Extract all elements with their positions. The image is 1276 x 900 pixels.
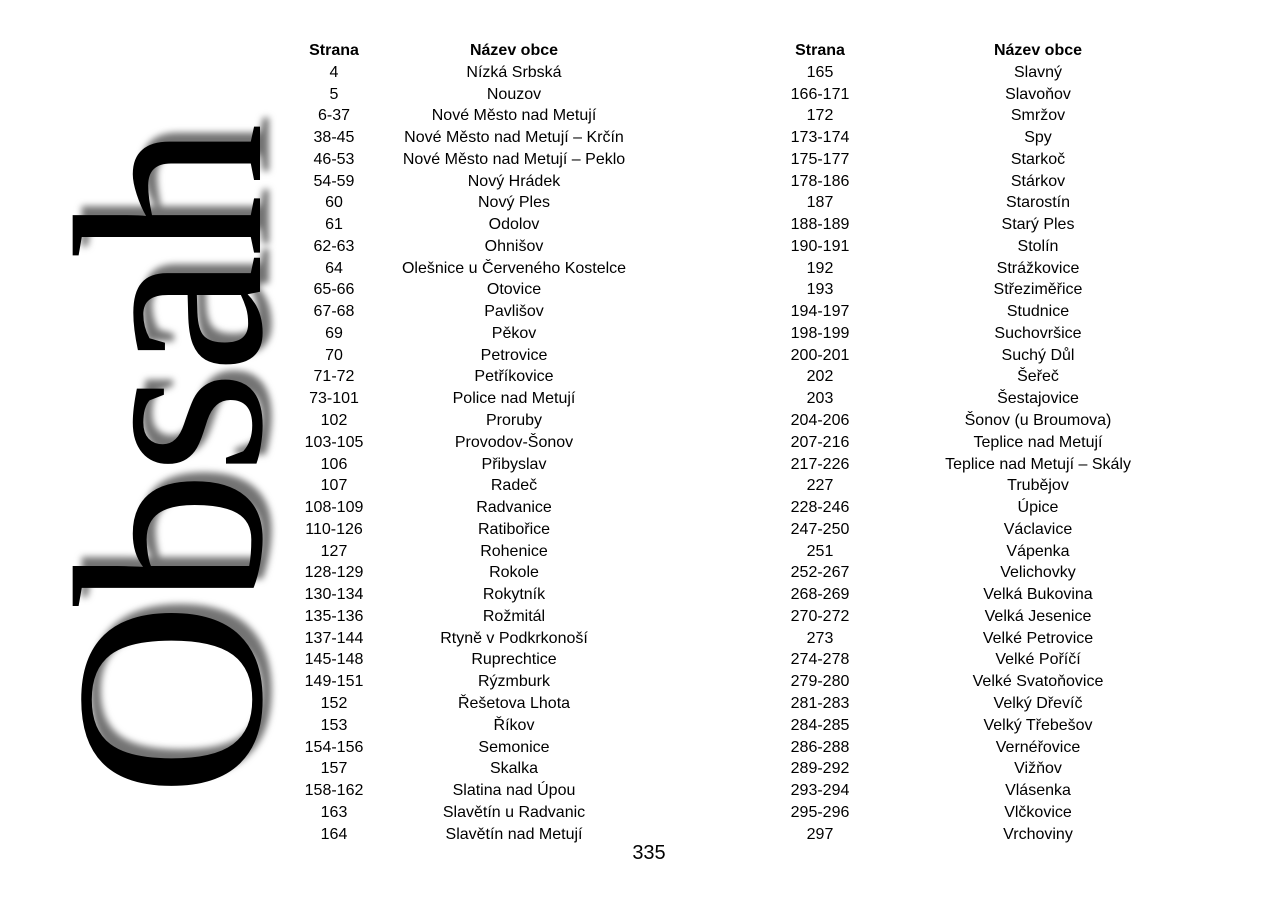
table-row xyxy=(760,824,1196,846)
page-range: 64 xyxy=(325,259,343,277)
page-range: 284-285 xyxy=(790,716,850,734)
municipality-name: Ohnišov xyxy=(484,237,544,255)
table-row xyxy=(285,388,645,410)
table-row xyxy=(760,301,1196,323)
table-row xyxy=(285,149,645,171)
municipality-name: Radeč xyxy=(490,477,538,495)
page-range: 69 xyxy=(325,324,343,342)
page-range: 175-177 xyxy=(790,150,850,168)
table-row xyxy=(285,497,645,519)
page-range: 227 xyxy=(806,477,834,495)
municipality-name: Slavoňov xyxy=(1005,85,1071,103)
table-row xyxy=(285,475,645,497)
municipality-name: Provodov-Šonov xyxy=(454,433,574,451)
page-range: 192 xyxy=(806,259,834,277)
page-range: 198-199 xyxy=(790,324,850,342)
table-row xyxy=(760,149,1196,171)
municipality-name: Vižňov xyxy=(1014,760,1062,778)
page-range: 127 xyxy=(320,542,348,560)
page-range: 281-283 xyxy=(790,694,850,712)
page-range: 154-156 xyxy=(304,738,364,756)
table-header-row xyxy=(760,40,1196,62)
index-column-right xyxy=(760,40,1196,845)
page-range: 228-246 xyxy=(790,499,850,517)
municipality-name: Vlčkovice xyxy=(1004,803,1072,821)
header-page: Strana xyxy=(795,42,845,59)
page-range: 172 xyxy=(806,107,834,125)
municipality-name: Říkov xyxy=(493,716,535,734)
municipality-name: Slavětín nad Metují xyxy=(445,825,583,843)
table-row xyxy=(760,475,1196,497)
page-range: 135-136 xyxy=(304,607,364,625)
table-body-left xyxy=(285,62,645,846)
header-name: Název obce xyxy=(993,42,1083,59)
table-row xyxy=(285,454,645,476)
table-row xyxy=(285,671,645,693)
municipality-name: Šonov (u Broumova) xyxy=(964,412,1112,430)
page-range: 279-280 xyxy=(790,673,850,691)
table-row xyxy=(285,780,645,802)
table-row xyxy=(760,584,1196,606)
municipality-name: Velký Třebešov xyxy=(983,716,1093,734)
municipality-name: Slavný xyxy=(1013,63,1063,81)
page-range: 54-59 xyxy=(313,172,355,190)
page-range: 274-278 xyxy=(790,651,850,669)
table-row xyxy=(285,693,645,715)
page-range: 251 xyxy=(806,542,834,560)
page-range: 130-134 xyxy=(304,586,364,604)
municipality-name: Ratibořice xyxy=(477,520,551,538)
page-range: 178-186 xyxy=(790,172,850,190)
page-range: 145-148 xyxy=(304,651,364,669)
table-row xyxy=(285,715,645,737)
page-range: 270-272 xyxy=(790,607,850,625)
municipality-name: Pavlišov xyxy=(484,303,544,321)
page-range: 247-250 xyxy=(790,520,850,538)
table-row xyxy=(285,649,645,671)
table-row xyxy=(760,454,1196,476)
table-row xyxy=(285,301,645,323)
table-row xyxy=(285,758,645,780)
municipality-name: Vlásenka xyxy=(1005,782,1071,800)
municipality-name: Stárkov xyxy=(1010,172,1066,190)
municipality-name: Smržov xyxy=(1010,107,1066,125)
municipality-name: Velké Poříčí xyxy=(995,651,1081,669)
municipality-name: Petrovice xyxy=(480,346,548,364)
table-header-row xyxy=(285,40,645,62)
municipality-name: Velké Svatoňovice xyxy=(972,673,1104,691)
municipality-name: Petříkovice xyxy=(474,368,554,386)
municipality-name: Strážkovice xyxy=(996,259,1080,277)
municipality-name: Slavětín u Radvanic xyxy=(442,803,586,821)
municipality-name: Nové Město nad Metují – Peklo xyxy=(402,150,626,168)
municipality-name: Starostín xyxy=(1005,194,1071,212)
page-range: 217-226 xyxy=(790,455,850,473)
table-row xyxy=(760,127,1196,149)
municipality-name: Suchovršice xyxy=(994,324,1082,342)
municipality-name: Proruby xyxy=(485,412,543,430)
table-row xyxy=(760,541,1196,563)
page-range: 173-174 xyxy=(790,129,850,147)
page-range: 164 xyxy=(320,825,348,843)
page-range: 165 xyxy=(806,63,834,81)
municipality-name: Řešetova Lhota xyxy=(457,694,571,712)
municipality-name: Starkoč xyxy=(1010,150,1066,168)
page-range: 295-296 xyxy=(790,803,850,821)
page-range: 193 xyxy=(806,281,834,299)
page-range: 157 xyxy=(320,760,348,778)
table-row xyxy=(285,519,645,541)
page-range: 190-191 xyxy=(790,237,850,255)
page-range: 106 xyxy=(320,455,348,473)
table-row xyxy=(760,345,1196,367)
municipality-name: Nízká Srbská xyxy=(466,63,562,81)
municipality-name: Nové Město nad Metují – Krčín xyxy=(404,129,624,147)
page-range: 152 xyxy=(320,694,348,712)
page-range: 73-101 xyxy=(309,390,359,408)
table-row xyxy=(760,737,1196,759)
page-range: 203 xyxy=(806,390,834,408)
table-row xyxy=(285,410,645,432)
table-row xyxy=(285,432,645,454)
municipality-name: Nový Hrádek xyxy=(467,172,561,190)
page-range: 137-144 xyxy=(304,629,364,647)
page-range: 102 xyxy=(320,412,348,430)
municipality-name: Rokytník xyxy=(482,586,546,604)
municipality-name: Nový Ples xyxy=(477,194,551,212)
table-row xyxy=(285,214,645,236)
page-range: 61 xyxy=(325,216,343,234)
municipality-name: Rožmitál xyxy=(482,607,546,625)
table-row xyxy=(760,519,1196,541)
municipality-name: Velká Bukovina xyxy=(983,586,1093,604)
municipality-name: Václavice xyxy=(1003,520,1073,538)
table-row xyxy=(285,127,645,149)
table-row xyxy=(285,192,645,214)
table-row xyxy=(760,236,1196,258)
table-row xyxy=(285,62,645,84)
table-row xyxy=(760,279,1196,301)
table-row xyxy=(285,737,645,759)
municipality-name: Suchý Důl xyxy=(1001,346,1075,364)
page-range: 110-126 xyxy=(305,520,363,538)
page-range: 65-66 xyxy=(313,281,355,299)
table-row xyxy=(760,62,1196,84)
municipality-name: Střeziměřice xyxy=(993,281,1083,299)
municipality-name: Starý Ples xyxy=(1001,216,1075,234)
municipality-name: Velké Petrovice xyxy=(982,629,1094,647)
table-row xyxy=(760,628,1196,650)
page-number: 335 xyxy=(632,842,666,864)
municipality-name: Rokole xyxy=(489,564,539,582)
table-row xyxy=(760,388,1196,410)
municipality-name: Semonice xyxy=(478,738,550,756)
page-range: 4 xyxy=(329,63,339,81)
page-range: 103-105 xyxy=(304,433,364,451)
page-range: 128-129 xyxy=(304,564,364,582)
table-row xyxy=(285,258,645,280)
page-range: 108-109 xyxy=(304,499,364,517)
page-range: 67-68 xyxy=(313,303,355,321)
table-row xyxy=(760,432,1196,454)
page-range: 107 xyxy=(320,477,348,495)
page-range: 70 xyxy=(325,346,343,364)
page-range: 149-151 xyxy=(304,673,364,691)
table-row xyxy=(285,236,645,258)
page-range: 38-45 xyxy=(313,129,355,147)
page-range: 187 xyxy=(806,194,834,212)
index-table-left xyxy=(285,40,645,845)
table-row xyxy=(285,105,645,127)
table-row xyxy=(760,780,1196,802)
municipality-name: Skalka xyxy=(489,760,539,778)
table-row xyxy=(285,824,645,846)
table-row xyxy=(760,497,1196,519)
municipality-name: Radvanice xyxy=(476,499,552,517)
table-row xyxy=(285,345,645,367)
table-row xyxy=(285,84,645,106)
table-row xyxy=(285,606,645,628)
municipality-name: Police nad Metují xyxy=(452,390,576,408)
page-range: 268-269 xyxy=(790,586,850,604)
table-body-right xyxy=(760,62,1196,846)
table-row xyxy=(285,584,645,606)
table-row xyxy=(760,715,1196,737)
table-row xyxy=(760,671,1196,693)
table-row xyxy=(760,323,1196,345)
municipality-name: Olešnice u Červeného Kostelce xyxy=(401,259,627,277)
municipality-name: Rýzmburk xyxy=(477,673,550,691)
municipality-name: Teplice nad Metují xyxy=(973,433,1103,451)
page-range: 273 xyxy=(806,629,834,647)
page-range: 60 xyxy=(325,194,343,212)
header-page: Strana xyxy=(309,42,359,59)
municipality-name: Přibyslav xyxy=(481,455,547,473)
municipality-name: Pěkov xyxy=(491,324,537,342)
table-row xyxy=(760,258,1196,280)
table-row xyxy=(285,279,645,301)
municipality-name: Slatina nad Úpou xyxy=(452,782,576,800)
municipality-name: Otovice xyxy=(486,281,542,299)
municipality-name: Rtyně v Podkrkonoší xyxy=(440,629,588,647)
page-range: 252-267 xyxy=(790,564,850,582)
municipality-name: Studnice xyxy=(1006,303,1070,321)
table-row xyxy=(285,628,645,650)
page-range: 71-72 xyxy=(313,368,355,386)
index-column-left xyxy=(285,40,645,845)
table-row xyxy=(285,366,645,388)
municipality-name: Teplice nad Metují – Skály xyxy=(945,455,1131,473)
table-row xyxy=(760,693,1196,715)
table-row xyxy=(285,323,645,345)
page-range: 6-37 xyxy=(317,107,351,125)
table-row xyxy=(760,84,1196,106)
page-range: 188-189 xyxy=(790,216,850,234)
municipality-name: Vernéřovice xyxy=(995,738,1081,756)
page-range: 46-53 xyxy=(313,150,355,168)
table-row xyxy=(285,541,645,563)
page-range: 207-216 xyxy=(790,433,850,451)
municipality-name: Ruprechtice xyxy=(471,651,557,669)
page-range: 202 xyxy=(806,368,834,386)
page-range: 289-292 xyxy=(790,760,850,778)
table-row xyxy=(760,410,1196,432)
table-row xyxy=(760,214,1196,236)
page-range: 153 xyxy=(320,716,348,734)
page-range: 194-197 xyxy=(790,303,850,321)
page-range: 204-206 xyxy=(790,412,850,430)
table-row xyxy=(760,562,1196,584)
table-row xyxy=(760,802,1196,824)
page-range: 200-201 xyxy=(790,346,850,364)
municipality-name: Nouzov xyxy=(486,85,542,103)
municipality-name: Nové Město nad Metují xyxy=(431,107,597,125)
page-range: 166-171 xyxy=(790,85,850,103)
municipality-name: Velichovky xyxy=(1000,564,1076,582)
municipality-name: Stolín xyxy=(1017,237,1059,255)
table-row xyxy=(760,192,1196,214)
header-name: Název obce xyxy=(469,42,559,59)
municipality-name: Úpice xyxy=(1017,499,1059,517)
municipality-name: Trubějov xyxy=(1007,477,1069,495)
table-row xyxy=(285,562,645,584)
municipality-name: Vrchoviny xyxy=(1003,825,1073,843)
table-row xyxy=(285,171,645,193)
page-range: 62-63 xyxy=(313,237,355,255)
table-row xyxy=(760,606,1196,628)
index-table-right xyxy=(760,40,1196,845)
table-row xyxy=(285,802,645,824)
municipality-name: Spy xyxy=(1024,129,1052,147)
table-row xyxy=(760,171,1196,193)
municipality-name: Rohenice xyxy=(480,542,548,560)
side-title: Obsah xyxy=(20,127,319,797)
table-row xyxy=(760,649,1196,671)
page-range: 5 xyxy=(329,85,339,103)
municipality-name: Šeřeč xyxy=(1017,368,1059,386)
page-range: 293-294 xyxy=(790,782,850,800)
page-range: 297 xyxy=(806,825,834,843)
municipality-name: Velká Jesenice xyxy=(984,607,1092,625)
page-range: 286-288 xyxy=(790,738,850,756)
municipality-name: Vápenka xyxy=(1006,542,1070,560)
page-range: 163 xyxy=(320,803,348,821)
table-row xyxy=(760,366,1196,388)
table-row xyxy=(760,758,1196,780)
table-row xyxy=(760,105,1196,127)
page-range: 158-162 xyxy=(304,782,364,800)
municipality-name: Velký Dřevíč xyxy=(993,694,1083,712)
municipality-name: Šestajovice xyxy=(997,390,1079,408)
municipality-name: Odolov xyxy=(488,216,540,234)
